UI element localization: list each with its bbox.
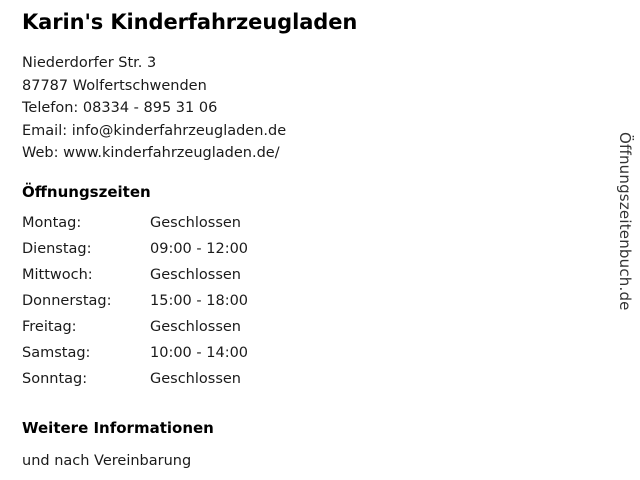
opening-hours-table [22,215,248,397]
hours-day-label: Sonntag: [22,370,88,387]
website-line: Web: www.kinderfahrzeugladen.de/ [22,145,280,161]
phone-line: Telefon: 08334 - 895 31 06 [22,100,218,116]
hours-day-label: Mittwoch: [22,266,93,283]
table-row [22,319,248,345]
watermark-brand: Öffnungszeitenbuch.de [616,132,634,311]
table-row [22,267,248,293]
hours-day-value: Geschlossen [150,318,241,335]
hours-day-value: Geschlossen [150,214,241,231]
hours-day-value: Geschlossen [150,266,241,283]
hours-day-value: 09:00 - 12:00 [150,240,249,257]
hours-day-value: 15:00 - 18:00 [150,292,249,309]
table-row [22,241,248,267]
opening-hours-heading: Öffnungszeiten [22,182,151,201]
hours-day-value: 10:00 - 14:00 [150,344,249,361]
hours-day-label: Montag: [22,214,82,231]
more-info-heading: Weitere Informationen [22,418,214,437]
table-row [22,371,248,397]
address-street: Niederdorfer Str. 3 [22,55,157,71]
hours-day-label: Samstag: [22,344,91,361]
hours-day-value: Geschlossen [150,370,241,387]
hours-day-label: Freitag: [22,318,77,335]
address-block [22,52,562,165]
hours-day-label: Dienstag: [22,240,92,257]
hours-day-label: Donnerstag: [22,292,112,309]
table-row [22,345,248,371]
page-title: Karin's Kinderfahrzeugladen [22,10,358,34]
email-line: Email: info@kinderfahrzeugladen.de [22,122,287,139]
business-listing [22,8,562,471]
table-row [22,215,248,241]
address-city: 87787 Wolfertschwenden [22,77,207,94]
more-info-text: und nach Vereinbarung [22,452,192,469]
table-row [22,293,248,319]
